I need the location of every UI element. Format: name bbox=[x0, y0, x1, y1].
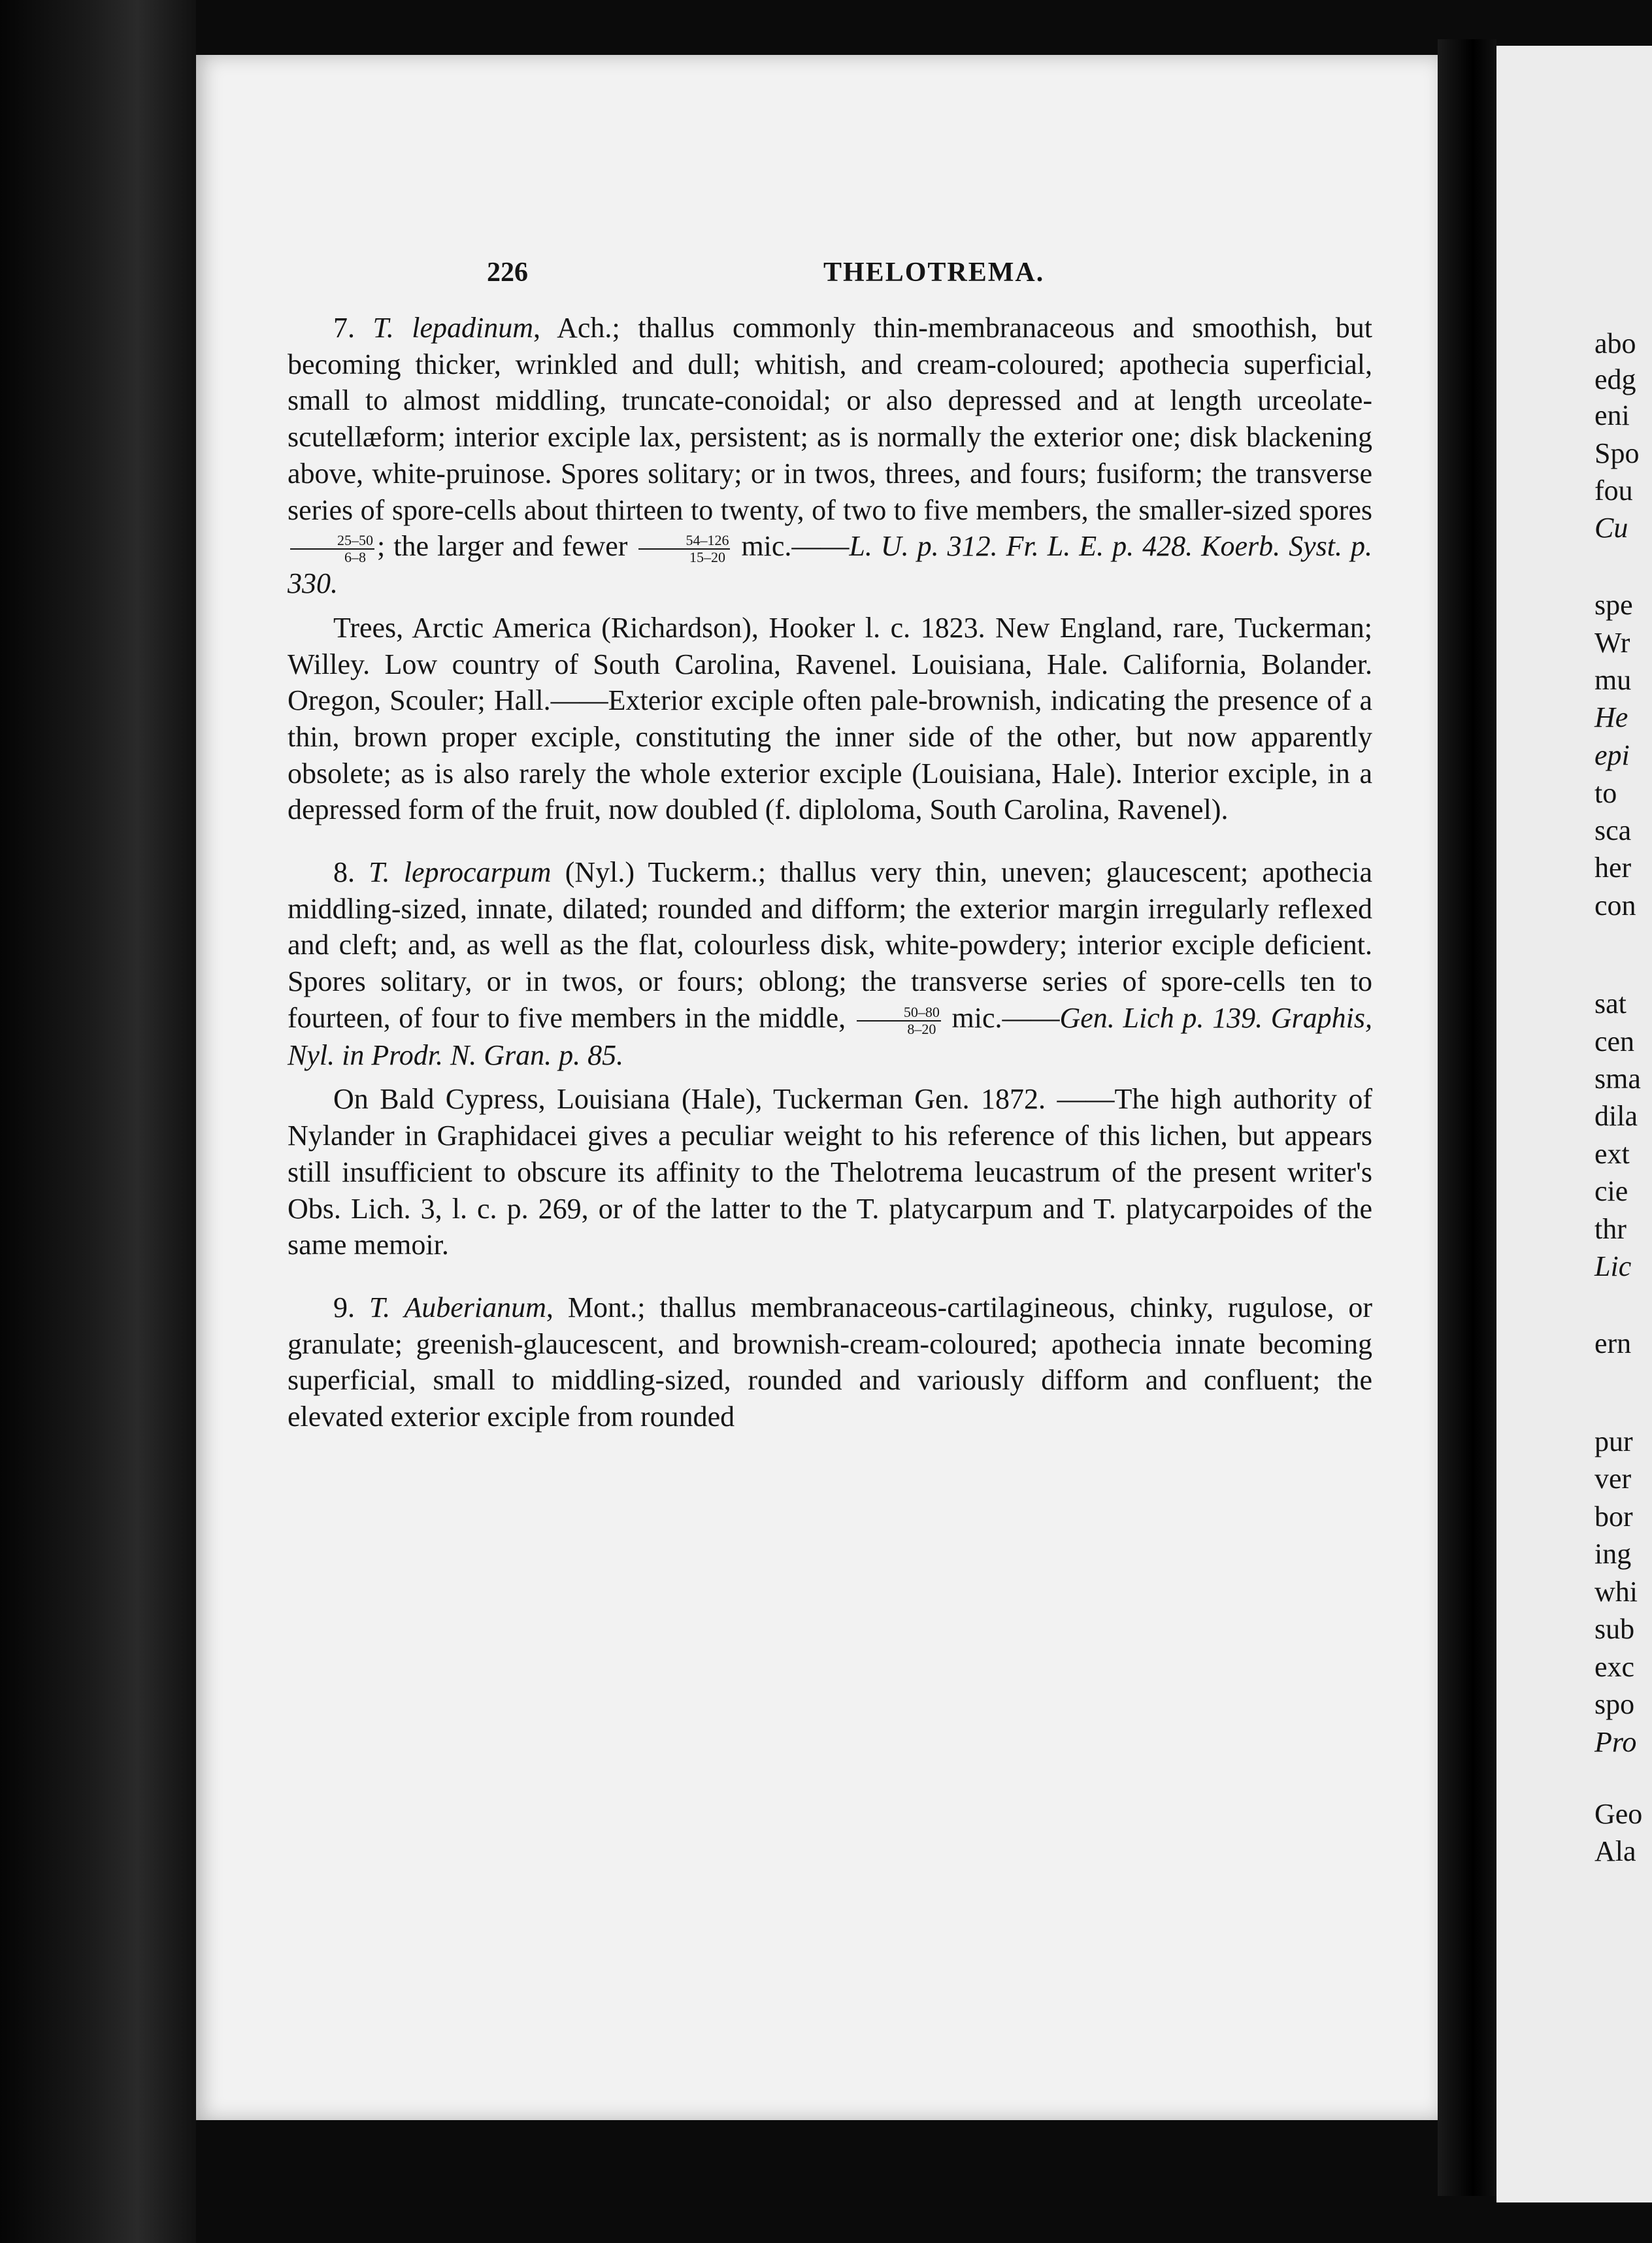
facing-page-fragment: Cu bbox=[1594, 512, 1628, 544]
facing-page-fragment: epi bbox=[1594, 739, 1630, 771]
species-entry-9 bbox=[288, 1289, 1372, 1435]
facing-page-fragment: to bbox=[1594, 777, 1617, 809]
species-name: T. leprocarpum bbox=[369, 856, 552, 889]
description-text-2: ; the larger and fewer bbox=[377, 530, 628, 563]
entry-number: 9. bbox=[333, 1291, 355, 1323]
facing-page-fragment: sat bbox=[1594, 988, 1627, 1020]
facing-page-fragment: spo bbox=[1594, 1688, 1635, 1720]
unit-text: mic.—— bbox=[741, 530, 850, 563]
facing-page-fragment: Wr bbox=[1594, 627, 1630, 659]
description-text: ; thallus very thin, uneven; glaucescent; apothecia middling-sized, innate, dilated; rounded and difform; the exterior margin irregularly reflexed and cleft; and, as well as the flat, colourless disk, white-powdery; interior exciple deficient. Spores solitary, or in twos, or fours; oblong; the transverse series of spore-cells ten to fourteen, of four to five members in the middle, bbox=[288, 856, 1373, 1034]
distribution-note: Trees, Arctic America (Richardson), Hooker l. c. 1823. New England, rare, Tuckerman; Willey. Low country of South Carolina, Ravenel. Louisiana, Hale. California, Bolander. Oregon, Scouler; Hall.——Exterior exciple often pale-brownish, indicating the presence of a thin, brown proper exciple, constituting the inner side of the other, but now apparently obsolete; as is also rarely the whole exterior exciple (Louisiana, Hale). Interior exciple, in a depressed form of the fruit, now doubled (f. diploloma, South Carolina, Ravenel). bbox=[288, 611, 1372, 826]
facing-page-fragment: Pro bbox=[1594, 1726, 1637, 1758]
facing-page-fragment: Lic bbox=[1594, 1250, 1632, 1282]
unit-text: mic.—— bbox=[951, 1001, 1060, 1034]
species-entry-8 bbox=[288, 854, 1372, 1263]
facing-page-fragment: cie bbox=[1594, 1175, 1628, 1207]
facing-page-fragment: spe bbox=[1594, 589, 1633, 621]
facing-page-fragment: eni bbox=[1594, 399, 1630, 431]
facing-page-fragment: mu bbox=[1594, 664, 1632, 696]
facing-page-fragment: pur bbox=[1594, 1425, 1633, 1457]
facing-page-fragment: Ala bbox=[1594, 1835, 1636, 1867]
facing-page-fragment: dila bbox=[1594, 1100, 1638, 1132]
species-author: , Ach. bbox=[533, 312, 612, 344]
page-content bbox=[288, 255, 1372, 1454]
facing-page-fragment: con bbox=[1594, 889, 1636, 922]
running-title: THELOTREMA. bbox=[823, 258, 1045, 288]
description-text: ; thallus membranaceous-cartilagineous, chinky, rugulose, or granulate; greenish-glaucescent, and brownish-cream-coloured; apothecia innate becoming superficial, small to middling-sized, rounded and variously difform and confluent; the elevated exterior exciple from rounded bbox=[288, 1291, 1372, 1433]
facing-page-fragment: exc bbox=[1594, 1651, 1635, 1683]
distribution-note: On Bald Cypress, Louisiana (Hale), Tuckerman Gen. 1872. ——The high authority of Nylander in Graphidacei gives a peculiar weight to his reference of this lichen, but appears still insufficient to obscure its affinity to the Thelotrema leucastrum of the present writer's Obs. Lich. 3, l. c. p. 269, or of the latter to the T. platycarpum and T. platycarpoides of the same memoir. bbox=[288, 1083, 1372, 1261]
facing-page-fragment: her bbox=[1594, 852, 1632, 884]
facing-page-fragment: Spo bbox=[1594, 437, 1640, 469]
references: L. U. p. 312. Fr. L. E. p. 428. Koerb. Syst. p. 330. bbox=[288, 530, 1372, 600]
species-description bbox=[288, 854, 1372, 1073]
facing-page-fragment: whi bbox=[1594, 1576, 1638, 1608]
running-head bbox=[288, 255, 1372, 301]
description-text: ; thallus commonly thin-membranaceous and smoothish, but becoming thicker, wrinkled and dull; whitish, and cream-coloured; apothecia superficial, small to almost middling, truncate-conoidal; or also depressed and at length urceolate-scutellæform; interior exciple lax, persistent; as is normally the exterior one; disk blackening above, white-pruinose. Spores solitary; or in twos, threes, and fours; fusiform; the transverse series of spore-cells about thirteen to twenty, of two to five members, the smaller-sized spores bbox=[288, 312, 1372, 526]
spore-size-fraction: $\frac{25-50}{6-8}$ bbox=[290, 533, 374, 565]
species-description bbox=[288, 310, 1372, 602]
species-author: (Nyl.) Tuckerm. bbox=[551, 856, 758, 889]
page-number: 226 bbox=[487, 258, 528, 288]
facing-page-fragment: sca bbox=[1594, 814, 1632, 846]
facing-page-fragment: ing bbox=[1594, 1538, 1632, 1570]
facing-page-fragment: Geo bbox=[1594, 1798, 1643, 1830]
facing-page-fragment: edg bbox=[1594, 363, 1636, 395]
facing-page-fragment: abo bbox=[1594, 327, 1636, 359]
facing-page bbox=[1496, 46, 1652, 2202]
species-name: T. Auberianum bbox=[369, 1291, 546, 1323]
spore-size-fraction-2: $\frac{54-126}{15-20}$ bbox=[638, 533, 730, 565]
facing-page-fragment: He bbox=[1594, 701, 1628, 733]
facing-page-fragment: fou bbox=[1594, 474, 1633, 507]
book-gutter bbox=[1438, 39, 1496, 2196]
facing-page-fragment: cen bbox=[1594, 1025, 1635, 1057]
species-author: , Mont. bbox=[546, 1291, 638, 1323]
facing-page-fragment: ern bbox=[1594, 1327, 1632, 1359]
facing-page-fragment: thr bbox=[1594, 1213, 1627, 1245]
facing-page-fragment: sma bbox=[1594, 1063, 1641, 1095]
species-entry-7 bbox=[288, 310, 1372, 828]
facing-page-fragment: ver bbox=[1594, 1463, 1632, 1495]
references: Gen. Lich p. 139. Graphis, Nyl. in Prodr. N. Gran. p. 85. bbox=[288, 1001, 1373, 1071]
facing-page-fragment: bor bbox=[1594, 1501, 1633, 1533]
spore-size-fraction: $\frac{50-80}{8-20}$ bbox=[857, 1005, 941, 1037]
species-description bbox=[288, 1289, 1372, 1435]
entry-number: 8. bbox=[333, 856, 355, 889]
entry-number: 7. bbox=[333, 312, 355, 344]
species-name: T. lepadinum bbox=[372, 312, 534, 344]
facing-page-fragment: sub bbox=[1594, 1613, 1635, 1645]
book-binding bbox=[0, 0, 196, 2243]
facing-page-fragment: ext bbox=[1594, 1138, 1630, 1170]
